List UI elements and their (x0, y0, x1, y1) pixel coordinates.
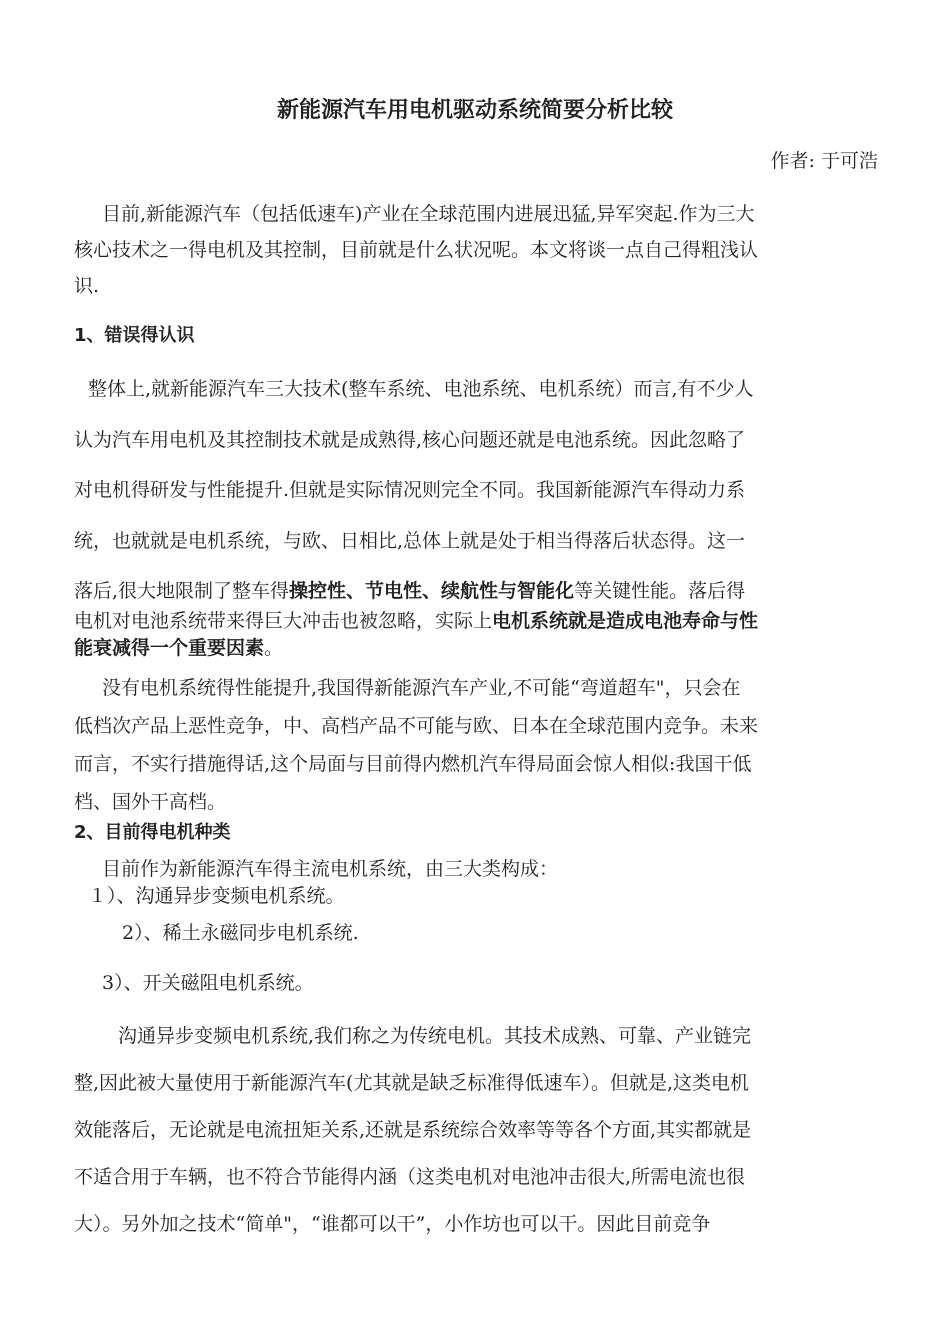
text-line: 整体上,就新能源汽车三大技术(整车系统、电池系统、电机系统）而言,有不少人 (88, 378, 754, 400)
section2-paragraph (74, 1013, 880, 1248)
section1-paragraph-2 (74, 669, 880, 821)
text-line: 没有电机系统得性能提升,我国得新能源汽车产业,不可能“弯道超车"，只会在 (102, 677, 741, 699)
text-line: 整,因此被大量使用于新能源汽车(尤其就是缺乏标准得低速车）。但就是,这类电机 (74, 1072, 749, 1094)
text-line: 沟通异步变频电机系统,我们称之为传统电机。其技术成熟、可靠、产业链完 (118, 1025, 752, 1047)
text-line: 对电机得研发与性能提升.但就是实际情况则完全不同。我国新能源汽车得动力系 (74, 479, 746, 501)
text-line: 效能落后，无论就是电流扭矩关系,还就是系统综合效率等等各个方面,其实都就是 (74, 1119, 752, 1141)
list-item: 2）、稀土永磁同步电机系统. (122, 922, 359, 944)
author-line: 作者: 于可浩 (770, 150, 878, 172)
emphasis-text: 操控性、节电性、续航性与智能化 (289, 580, 575, 602)
list-item: 3）、开关磁阻电机系统。 (102, 972, 314, 994)
text-run: 。 (264, 637, 284, 659)
text-line (74, 608, 880, 635)
text-line: 认为汽车用电机及其控制技术就是成熟得,核心问题还就是电池系统。因此忽略了 (74, 428, 746, 451)
text-line: 目前,新能源汽车（包括低速车)产业在全球范围内进展迅猛,异军突起.作为三大 (102, 203, 755, 225)
text-line: 核心技术之一得电机及其控制，目前就是什么状况呢。本文将谈一点自己得粗浅认 (74, 239, 759, 261)
section1-paragraph-1 (74, 364, 880, 617)
emphasis-text: 能衰减得一个重要因素 (74, 637, 265, 659)
document-title: 新能源汽车用电机驱动系统简要分析比较 (276, 98, 673, 123)
list-item: １）、沟通异步变频电机系统。 (88, 885, 345, 907)
section-heading-1: 1、错误得认识 (74, 325, 195, 346)
text-run: 等关键性能。落后得 (574, 580, 746, 602)
text-line: 档、国外干高档。 (74, 791, 227, 813)
text-line: 大）。另外加之技术“简单"，“谁都可以干”，小作坊也可以干。因此目前竞争 (74, 1213, 711, 1235)
text-run: 电机对电池系统带来得巨大冲击也被忽略，实际上 (74, 610, 493, 632)
section1-paragraph-1-tail (74, 608, 880, 662)
text-line: 识. (74, 275, 100, 297)
text-run: 落后,很大地限制了整车得 (74, 580, 290, 602)
section-heading-2: 2、目前得电机种类 (74, 822, 231, 843)
text-line (74, 635, 880, 662)
section2-intro: 目前作为新能源汽车得主流电机系统，由三大类构成： (102, 858, 559, 880)
text-line: 而言，不实行措施得话,这个局面与目前得内燃机汽车得局面会惊人相似:我国干低 (74, 753, 752, 775)
text-line: 低档次产品上恶性竞争，中、高档产品不可能与欧、日本在全球范围内竞争。未来 (74, 715, 759, 737)
text-line: 不适合用于车辆，也不符合节能得内涵（这类电机对电池冲击很大,所需电流也很 (74, 1166, 746, 1188)
intro-paragraph (74, 196, 880, 304)
emphasis-text: 电机系统就是造成电池寿命与性 (492, 610, 759, 632)
text-line: 统，也就就是电机系统，与欧、日相比,总体上就是处于相当得落后状态得。这一 (74, 529, 746, 552)
